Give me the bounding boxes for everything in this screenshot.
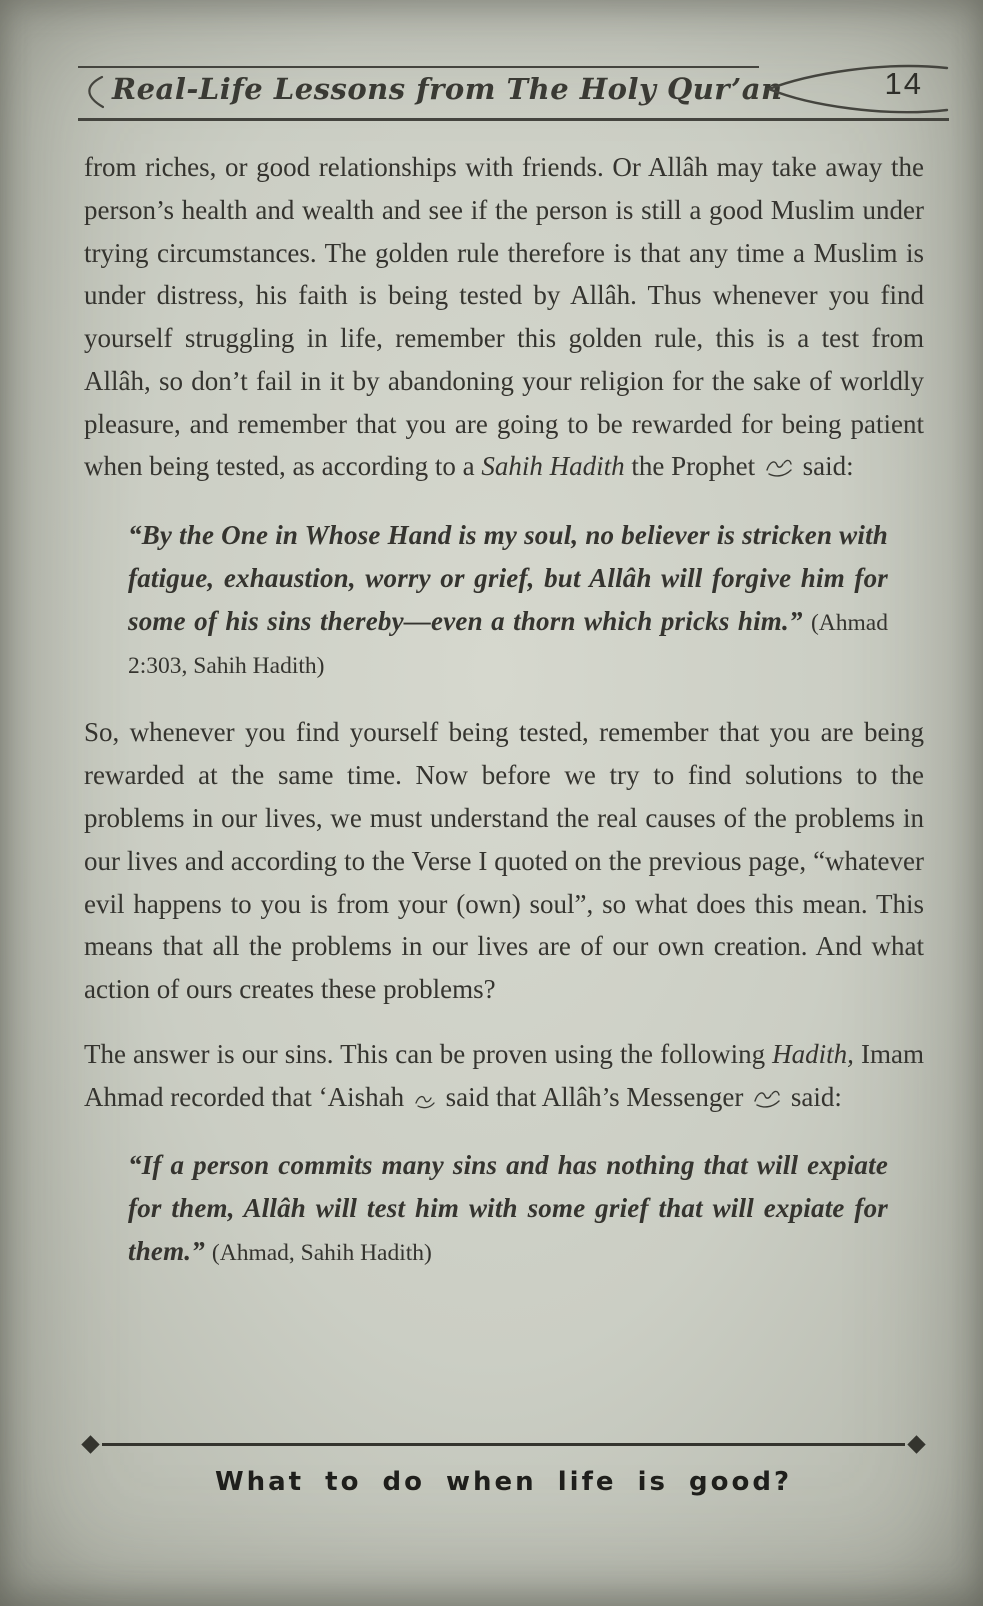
paragraph-2: So, whenever you find yourself being tested, remember that you are being rewarded at the same time. Now before we try to find solutions to the problems in our lives, we must understand the real causes of the problems in our lives and according to the Verse I quoted on the previous page, “whatever evil happens to you is from your (own) soul”, so what does this mean. This means that all the problems in our lives are of our own creation. And what action of ours creates these problems?	[84, 717, 924, 1005]
prophet-symbol-icon	[764, 449, 794, 492]
footer-rule-line	[102, 1443, 905, 1446]
quote-attribution: (Ahmad 2:303, Sahih Hadith)	[128, 609, 888, 679]
aishah-symbol-icon	[413, 1080, 437, 1123]
header-rule-top	[78, 66, 759, 68]
page-body	[84, 146, 924, 1299]
paragraph-1-text: said:	[795, 451, 854, 482]
paragraph-3-text: The answer is our sins. This can be proven using the following	[84, 1038, 773, 1069]
footer-caption: What to do when life is good?	[214, 1467, 793, 1497]
page-title: Real-Life Lessons from The Holy Qur’an	[112, 72, 783, 106]
paragraph-1-text: from riches, or good relationships with friends. Or Allâh may take away the person’s health and wealth and see if the person is still a good Muslim under trying circumstances. The golden rule therefore is that any time a Muslim is under distress, his faith is being tested by Allâh. Thus whenever you find yourself struggling in life, remember this golden rule, this is a test from Allâh, so don’t fail in it by abandoning your religion for the sake of worldly pleasure, and remember that you are going to be rewarded for being patient when being tested, as according to a	[84, 152, 924, 482]
page-footer	[84, 1438, 923, 1497]
hadith-quote-1	[128, 514, 924, 685]
page-number: 14	[884, 66, 923, 101]
left-flourish-icon	[74, 72, 104, 117]
quote-text: “By the One in Whose Hand is my soul, no believer is stricken with fatigue, exhaustion, worry or grief, but Allâh will forgive him for some of his sins thereby—even a thorn which pricks him.”	[128, 520, 888, 636]
italic-term-sahih-hadith: Sahih Hadith	[481, 451, 625, 482]
quote-text: “If a person commits many sins and has nothing that will expiate for them, Allâh will test him with some grief that will expiate for them.”	[128, 1150, 888, 1266]
hadith-quote-2	[128, 1144, 924, 1272]
diamond-right-icon	[907, 1435, 925, 1453]
page-header	[78, 66, 949, 121]
paragraph-3-text: Imam Ahmad recorded that ‘Aishah	[84, 1038, 925, 1112]
quote-attribution: (Ahmad, Sahih Hadith)	[211, 1239, 432, 1266]
paragraph-1	[84, 146, 924, 492]
paragraph-3	[84, 1033, 924, 1123]
diamond-left-icon	[81, 1435, 99, 1453]
paragraph-3-text: said that Allâh’s Messenger	[438, 1081, 751, 1112]
italic-term-hadith: Hadith,	[772, 1038, 854, 1069]
prophet-symbol-icon	[752, 1080, 782, 1123]
footer-rule	[84, 1438, 923, 1451]
paragraph-3-text: said:	[784, 1081, 842, 1112]
paragraph-1-text: the Prophet	[624, 451, 762, 482]
